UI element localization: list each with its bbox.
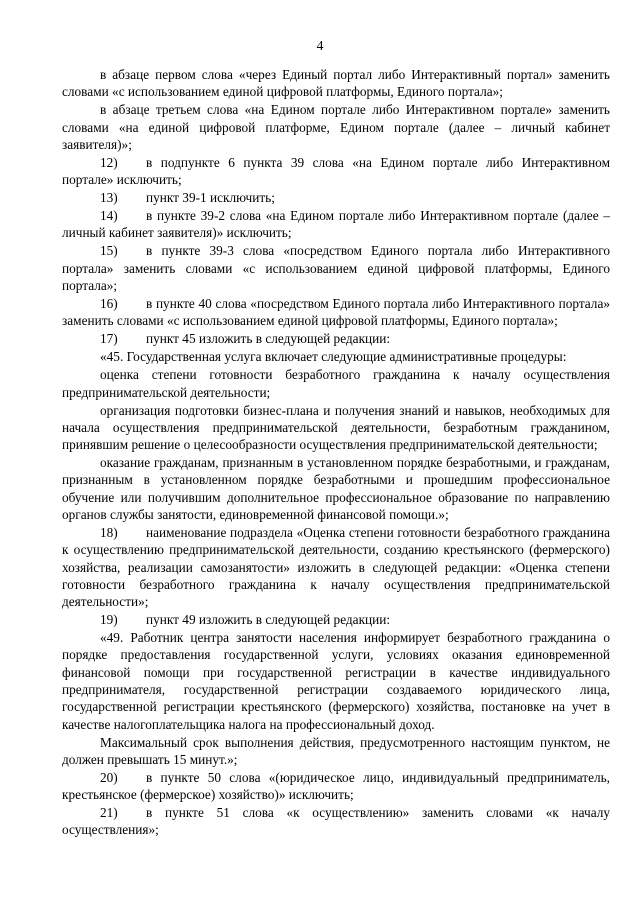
paragraph-text: пункт 45 изложить в следующей редакции:: [146, 331, 391, 347]
paragraph-text: в пункте 39-3 слова «посредством Единого портала либо Интерактивного портала» заменить словами «с использованием единой цифровой платформы, Единого портала»;: [62, 243, 610, 293]
paragraph-text: «49. Работник центра занятости населения информирует безработного гражданина о порядке предоставления государственной услуги, условиях оказания единовременной финансовой помощи при государственной регистрации в качестве индивидуального предпринимателя, государственной регистрации создаваемого юридического лица, государственной регистрации крестьянского (фермерского) хозяйства, постановке на учет в качестве налогоплательщика налога на профессиональный доход.: [62, 630, 610, 732]
paragraph: [62, 295, 610, 330]
paragraph: [62, 101, 610, 153]
paragraph-text: в пункте 40 слова «посредством Единого портала либо Интерактивного портала» заменить словами «с использованием единой цифровой платформы, Единого портала»;: [62, 295, 610, 329]
paragraph-text: пункт 49 изложить в следующей редакции:: [146, 612, 391, 628]
paragraph-number: 15): [100, 243, 118, 259]
paragraph-number: 14): [100, 208, 118, 224]
paragraph-text: в пункте 51 слова «к осуществлению» заменить словами «к началу осуществления»;: [62, 805, 610, 838]
paragraph-number: 21): [100, 805, 118, 821]
paragraph: [62, 611, 610, 628]
paragraph-text: оказание гражданам, признанным в установленном порядке безработными, и гражданам, признанным в установленном порядке безработными и прошедшим профессиональное обучение или получившим дополнительное профессиональное образование по направлению органов службы занятости, единовременной финансовой помощи.»;: [62, 455, 610, 522]
paragraph-number: 18): [100, 524, 118, 540]
paragraph: [62, 348, 610, 365]
paragraph-text: организация подготовки бизнес-плана и получения знаний и навыков, необходимых для начала осуществления предпринимательской деятельности, безработным гражданином, принявшим решение о целесообразности осуществления предпринимательской деятельности;: [62, 402, 610, 453]
paragraph: [62, 454, 610, 523]
paragraph: [62, 402, 610, 454]
paragraph: [62, 189, 610, 206]
paragraph-number: 17): [100, 331, 118, 347]
paragraph-text: наименование подраздела «Оценка степени готовности безработного гражданина к осуществлению предпринимательской деятельности, созданию крестьянского (фермерского) хозяйства, реализации самозанятости» изложить в следующей редакции: «Оценка степени готовности безработного гражданина к началу осуществления предпринимательской деятельности»;: [62, 524, 610, 610]
paragraph-number: 12): [100, 154, 118, 170]
paragraph-number: 19): [100, 612, 118, 628]
paragraph-text: Максимальный срок выполнения действия, предусмотренного настоящим пунктом, не должен превышать 15 минут.»;: [62, 734, 610, 767]
paragraph-number: 20): [100, 769, 118, 785]
paragraph: [62, 154, 610, 189]
paragraph-number: 13): [100, 190, 118, 206]
paragraph: [62, 524, 610, 610]
paragraph: [62, 242, 610, 294]
paragraph-text: пункт 39-1 исключить;: [146, 190, 275, 206]
paragraph-text: «45. Государственная услуга включает следующие административные процедуры:: [100, 349, 567, 365]
paragraph-text: в пункте 39-2 слова «на Едином портале либо Интерактивном портале (далее – личный кабинет заявителя)» исключить;: [62, 208, 610, 241]
paragraph: [62, 769, 610, 804]
page-number: 4: [316, 38, 324, 53]
paragraph: [62, 366, 610, 401]
paragraph-number: 16): [100, 295, 118, 311]
paragraph: [62, 734, 610, 769]
paragraph: [62, 330, 610, 347]
paragraph-text: в подпункте 6 пункта 39 слова «на Едином портале либо Интерактивном портале» исключить;: [62, 154, 610, 188]
paragraph: [62, 207, 610, 242]
paragraph-text: оценка степени готовности безработного гражданина к началу осуществления предпринимательской деятельности;: [62, 367, 610, 400]
paragraph-text: в абзаце первом слова «через Единый портал либо Интерактивный портал» заменить словами «с использованием единой цифровой платформы, Единого портала»;: [62, 67, 610, 100]
paragraph: [62, 66, 610, 101]
paragraph: [62, 629, 610, 733]
paragraph-text: в пункте 50 слова «(юридическое лицо, индивидуальный предприниматель, крестьянское (фермерское) хозяйство)» исключить;: [62, 769, 610, 803]
paragraph-text: в абзаце третьем слова «на Едином портале либо Интерактивном портале» заменить словами «на единой цифровой платформе, Едином портале (далее – личный кабинет заявителя)»;: [62, 102, 610, 152]
paragraph: [62, 804, 610, 839]
document-body: [62, 66, 610, 839]
